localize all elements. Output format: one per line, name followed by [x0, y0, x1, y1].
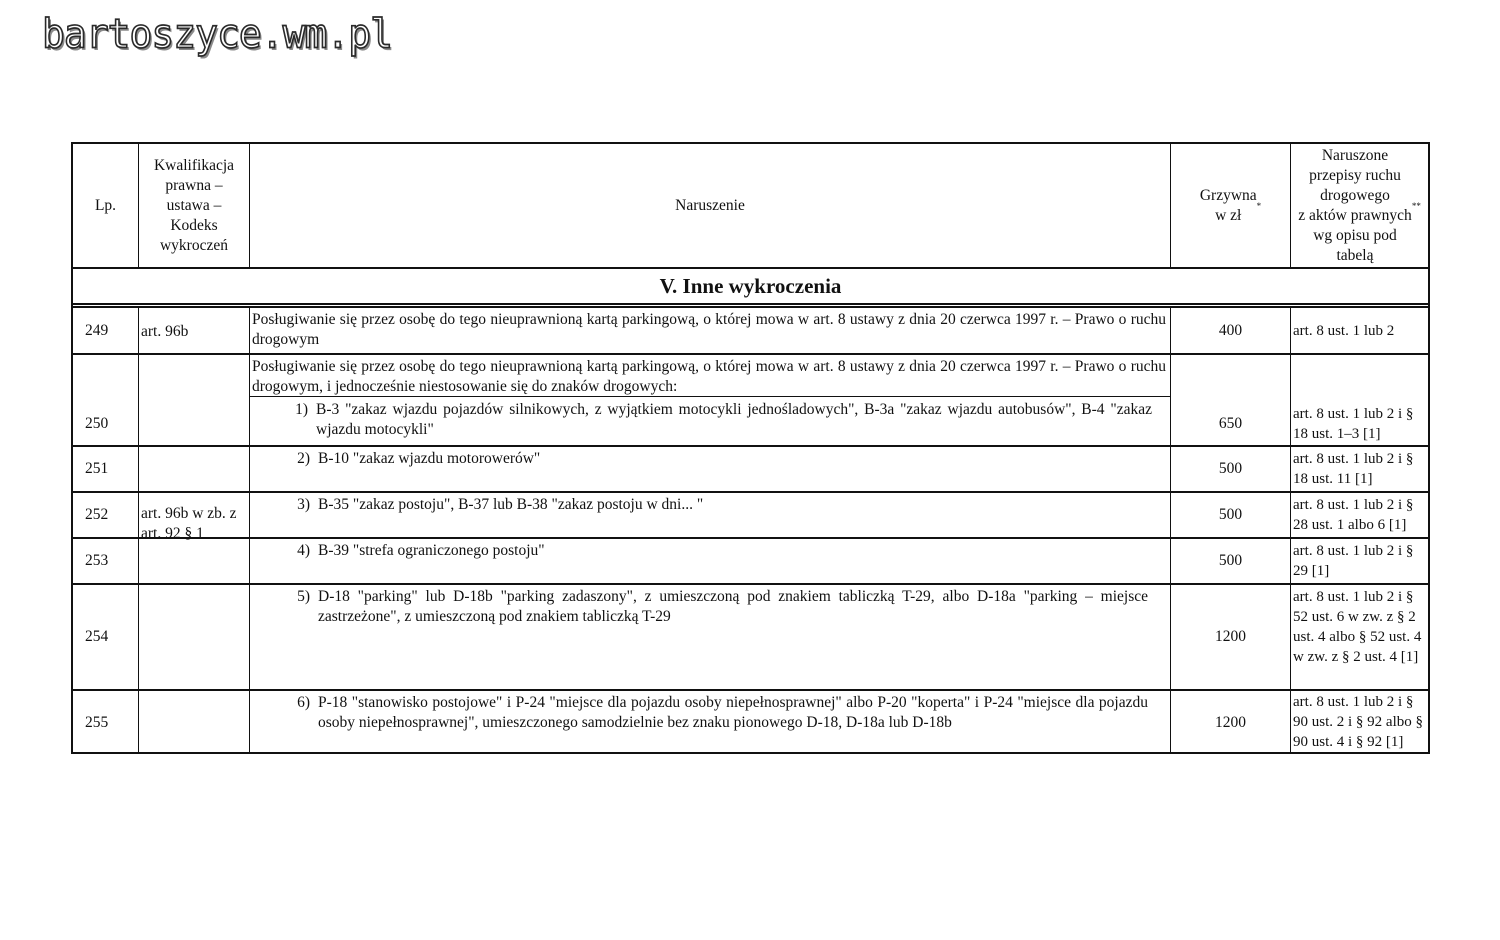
row-naruszenie: [250, 691, 1171, 754]
row-naruszenie: [250, 539, 1171, 583]
row-przepisy: art. 8 ust. 1 lub 2 i § 28 ust. 1 albo 6 [1]: [1293, 497, 1414, 533]
row-przepisy: art. 8 ust. 1 lub 2 i § 29 [1]: [1293, 543, 1414, 579]
row-subitem-text: B-35 "zakaz postoju", B-37 lub B-38 "zakaz postoju w dni... ": [318, 496, 704, 513]
row-lp: 251: [73, 447, 139, 491]
row-naruszenie: [250, 493, 1171, 537]
header-kwalifikacja: Kwalifikacja prawna – ustawa – Kodeks wykroczeń: [139, 144, 250, 267]
fines-table: [71, 142, 1430, 754]
table-row: [73, 493, 1428, 539]
row-przepisy: art. 8 ust. 1 lub 2 i § 90 ust. 2 i § 92 albo § 90 ust. 4 i § 92 [1]: [1293, 694, 1423, 750]
table-row: [73, 355, 1428, 447]
table-body: [71, 308, 1430, 754]
row-przepisy: art. 8 ust. 1 lub 2 i § 18 ust. 1–3 [1]: [1293, 406, 1414, 442]
row-grzywna: 500: [1171, 493, 1291, 537]
row-subitem-text: P-18 "stanowisko postojowe" i P-24 "miejsce dla pojazdu osoby niepełnosprawnej" albo P-20 "koperta" i P-24 "miejsce dla pojazdu osoby niepełnosprawnej", umieszczonego samodzielnie bez znaku pionowego D-18, D-18a lub D-18b: [318, 694, 1148, 731]
row-subitem-text: B-3 "zakaz wjazdu pojazdów silnikowych, z wyjątkiem motocykli jednośladowych", B-3a "zakaz wjazdu autobusów", B-4 "zakaz wjazdu motocykli": [316, 401, 1152, 438]
table-row: [73, 585, 1428, 691]
row-grzywna: 500: [1171, 539, 1291, 583]
row-subitem-text: B-10 "zakaz wjazdu motorowerów": [318, 450, 541, 467]
row-naruszenie-intro: Posługiwanie się przez osobę do tego nieuprawnioną kartą parkingową, o której mowa w art. 8 ustawy z dnia 20 czerwca 1997 r. – Prawo o ruchu drogowym, i jednocześnie niestosowanie się do znaków drogowych:: [250, 355, 1170, 397]
row-lp: 255: [73, 691, 139, 754]
row-naruszenie: Posługiwanie się przez osobę do tego nieuprawnioną kartą parkingową, o której mowa w art. 8 ustawy z dnia 20 czerwca 1997 r. – Prawo o ruchu drogowym: [250, 308, 1171, 353]
row-naruszenie: [250, 447, 1171, 491]
row-subitem-number: 2): [297, 450, 310, 467]
row-subitem-text: D-18 "parking" lub D-18b "parking zadaszony", z umieszczoną pod znakiem tabliczką T-29, albo D-18a "parking – miejsce zastrzeżone", z umieszczoną pod znakiem tabliczką T-29: [318, 588, 1148, 625]
header-lp: Lp.: [73, 144, 139, 267]
row-grzywna: 400: [1171, 308, 1291, 353]
row-lp: 253: [73, 539, 139, 583]
row-subitem-number: 4): [297, 542, 310, 559]
header-przepisy: Naruszone przepisy ruchu drogowego z aktów prawnych wg opisu pod tabelą **: [1298, 146, 1421, 264]
row-kwalifikacja: [139, 691, 250, 754]
header-grzywna-label: Grzywna w zł: [1199, 186, 1257, 224]
row-grzywna: 1200: [1171, 585, 1291, 689]
table-header: [71, 142, 1430, 269]
row-przepisy: art. 8 ust. 1 lub 2 i § 18 ust. 11 [1]: [1293, 451, 1414, 487]
row-subitem: [252, 587, 1166, 627]
row-lp: 249: [73, 308, 139, 353]
row-subitem: [250, 397, 1170, 440]
row-lp: 250: [73, 355, 139, 445]
row-subitem-text: B-39 "strefa ograniczonego postoju": [318, 542, 545, 559]
header-grzywna: Grzywna w zł *: [1171, 144, 1291, 267]
row-przepisy: art. 8 ust. 1 lub 2: [1293, 322, 1395, 339]
watermark-logo: bartoszyce.wm.pl: [42, 10, 393, 58]
row-subitem-number: 3): [297, 496, 310, 513]
row-subitem-number: 6): [297, 694, 310, 711]
row-naruszenie: [250, 355, 1171, 445]
row-grzywna: 650: [1171, 355, 1291, 445]
row-subitem: [252, 449, 1166, 469]
row-subitem-number: 1): [295, 401, 308, 418]
row-kwalifikacja: art. 96b: [139, 308, 250, 353]
header-naruszenie: Naruszenie: [250, 144, 1171, 267]
row-naruszenie: [250, 585, 1171, 689]
merged-kwalifikacja-text: art. 96b w zb. z art. 92 § 1: [141, 505, 237, 542]
row-grzywna: 1200: [1171, 691, 1291, 754]
row-lp: 252: [73, 493, 139, 537]
table-row: [73, 447, 1428, 493]
row-subitem: [252, 541, 1166, 561]
row-subitem-number: 5): [297, 588, 310, 605]
row-lp: 254: [73, 585, 139, 689]
row-przepisy: art. 8 ust. 1 lub 2 i § 52 ust. 6 w zw. z § 2 ust. 4 albo § 52 ust. 4 w zw. z § 2 ust. 4 [1]: [1293, 589, 1422, 665]
row-grzywna: 500: [1171, 447, 1291, 491]
row-subitem: [252, 495, 1166, 515]
table-row: [73, 308, 1428, 355]
section-title: V. Inne wykroczenia: [71, 269, 1430, 305]
header-przepisy-label: Naruszone przepisy ruchu drogowego z aktów prawnych wg opisu pod tabelą: [1298, 146, 1412, 264]
table-row: [73, 691, 1428, 754]
table-row: [73, 539, 1428, 585]
row-subitem: [252, 693, 1166, 733]
